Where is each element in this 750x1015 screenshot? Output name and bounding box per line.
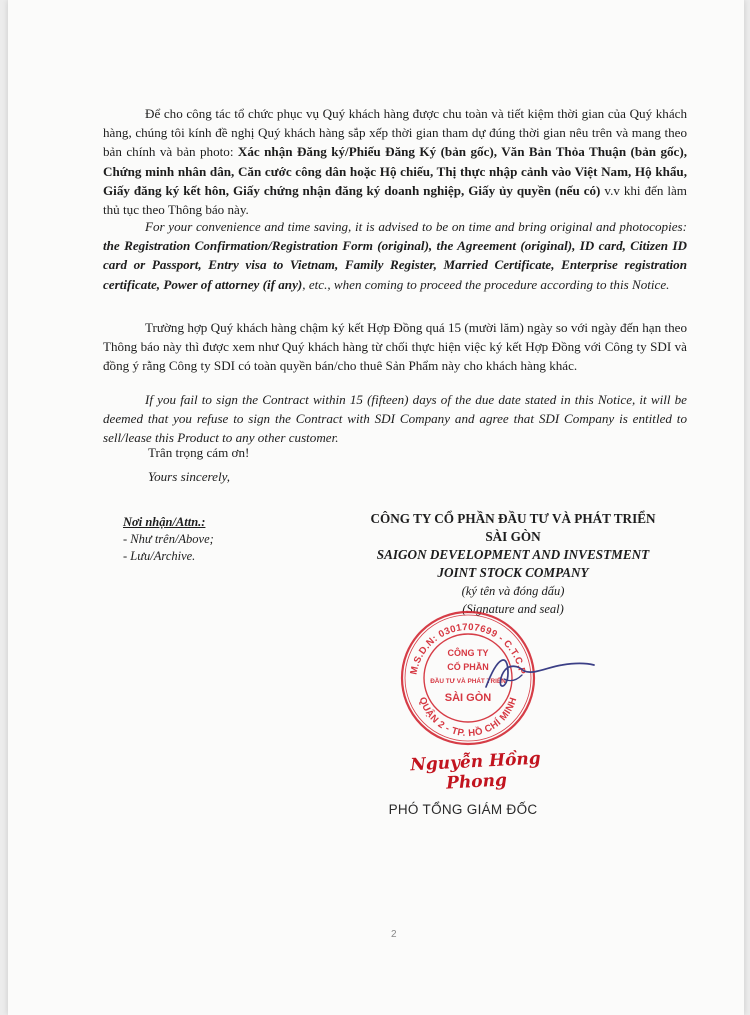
seal-line-2: CỔ PHẦN	[447, 662, 489, 672]
seal-ring-text: M.S.D.N: 0301707699 - C.T.C.P	[408, 621, 528, 676]
p4-text: If you fail to sign the Contract within 15 (fifteen) days of the due date stated in this Notice, it will be deemed that you refuse to sign the Contract with SDI Company and agree that SDI Company is entitled to sell/lease this Product to any other customer.	[103, 392, 687, 446]
company-name-vn-line1: CÔNG TY CỔ PHẦN ĐẦU TƯ VÀ PHÁT TRIỂN	[370, 511, 656, 526]
company-name-en-line2: JOINT STOCK COMPANY	[437, 565, 589, 580]
signature-note-en: (Signature and seal)	[462, 602, 564, 616]
seal-line-1: CÔNG TY	[447, 648, 489, 658]
recipients-block	[123, 514, 214, 565]
closing-en: Yours sincerely,	[148, 469, 230, 484]
document-page	[8, 0, 744, 1015]
p2-tail: , etc., when coming to proceed the procedure according to this Notice.	[302, 276, 670, 292]
paragraph-vn-documents	[103, 104, 687, 219]
seal-line-4: SÀI GÒN	[444, 692, 492, 704]
company-block	[343, 510, 683, 618]
seal-line-3: ĐẦU TƯ VÀ PHÁT TRIỂN	[430, 678, 506, 685]
signer-name: Nguyễn Hồng Phong	[409, 748, 542, 794]
recipients-heading: Nơi nhận/Attn.:	[123, 515, 206, 529]
paragraph-en-documents	[103, 217, 687, 294]
recipient-item: - Lưu/Archive.	[123, 549, 196, 563]
company-name-en-line1: SAIGON DEVELOPMENT AND INVESTMENT	[376, 547, 650, 562]
company-name-vn-line2: SÀI GÒN	[485, 529, 541, 544]
paragraph-vn-deadline	[103, 318, 687, 376]
page-number: 2	[391, 929, 397, 940]
p1-tail: v.v khi đến làm thủ tục theo Thông báo này.	[103, 182, 687, 218]
p2-docs: the Registration Confirmation/Registration Form (original), the Agreement (original), ID card, Citizen ID card or Passport, Entry visa to Vietnam, Family Register, Married Certificate, Enterprise registration certificate, Power of attorney (if any)	[103, 238, 687, 292]
p3-text: Trường hợp Quý khách hàng chậm ký kết Hợp Đồng quá 15 (mười lăm) ngày so với ngày đến hạn theo Thông báo này thì được xem như Quý khách hàng từ chối thực hiện việc ký kết Hợp Đồng với Công ty SDI và đồng ý rằng Công ty SDI có toàn quyền bán/cho thuê Sản Phẩm này cho khách hàng khác.	[103, 320, 687, 374]
p1-intro: Để cho công tác tổ chức phục vụ Quý khách hàng được chu toàn và tiết kiệm thời gian của Quý khách hàng, chúng tôi kính đề nghị Quý khách hàng sắp xếp thời gian tham dự đúng thời gian nêu trên và mang theo bản chính và bản photo:	[103, 106, 687, 160]
closing-vn: Trân trọng cám ơn!	[148, 445, 250, 460]
seal-ring-bottom: QUẬN 2 - TP. HỒ CHÍ MINH	[416, 695, 520, 740]
signature-note-vn: (ký tên và đóng dấu)	[461, 584, 565, 598]
recipient-item: - Như trên/Above;	[123, 532, 214, 546]
signature-mark	[478, 645, 598, 700]
signer-position: PHÓ TỔNG GIÁM ĐỐC	[388, 802, 538, 817]
p1-docs: Xác nhận Đăng ký/Phiếu Đăng Ký (bản gốc), Văn Bản Thỏa Thuận (bản gốc), Chứng minh nhân dân, Căn cước công dân hoặc Hộ chiếu, Thị thực nhập cảnh vào Việt Nam, Hộ khẩu, Giấy đăng ký kết hôn, Giấy chứng nhận đăng ký doanh nghiệp, Giấy ủy quyền (nếu có)	[103, 144, 687, 198]
paragraph-en-deadline	[103, 390, 687, 448]
p2-intro: For your convenience and time saving, it is advised to be on time and bring original and photocopies:	[145, 219, 687, 234]
